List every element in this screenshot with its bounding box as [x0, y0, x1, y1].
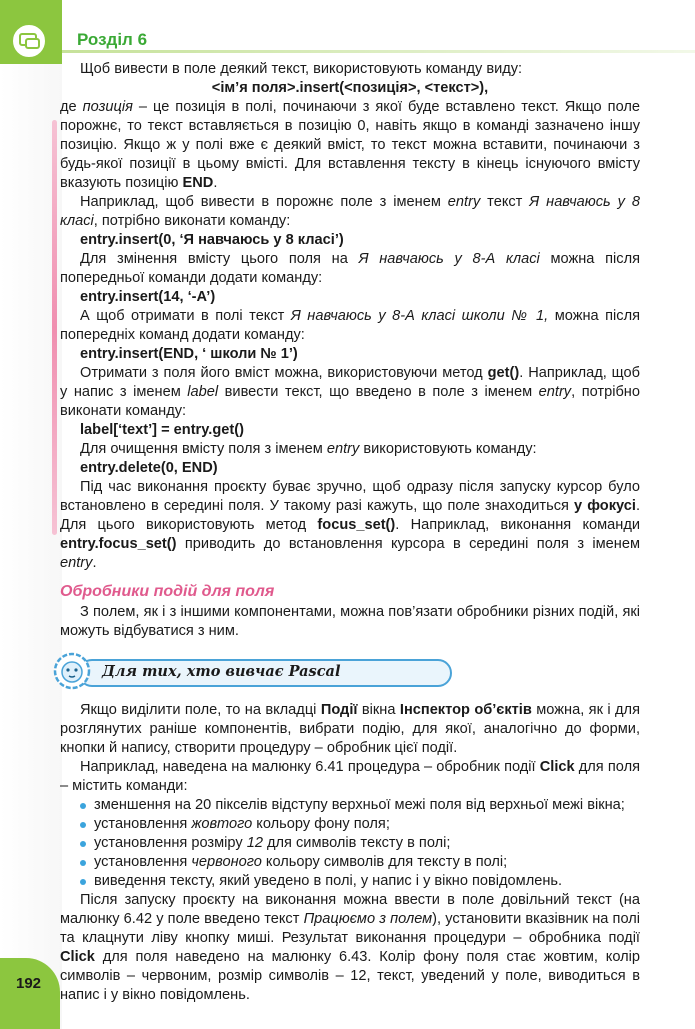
page-content [60, 60, 640, 1005]
section-heading: Обробники подій для поля [60, 583, 275, 600]
list-item: виведення тексту, який уведено в полі, у напис і у вікно повідомлень. [80, 872, 640, 891]
paragraph: Якщо виділити поле, то на вкладці Події вікна Інспектор об’єктів можна, як і для розглянутих раніше компонентів, вибрати подію, для якої, аналогічно до форми, кнопки й напису, створити процедуру – обробник цієї події. [60, 702, 640, 756]
paragraph: Щоб вивести в поле деякий текст, використовують команду виду: [80, 61, 523, 77]
command-list [60, 796, 640, 891]
paragraph: Отримати з поля його вміст можна, використовуючи метод get(). Наприклад, щоб у напис з іменем label вивести текст, що введено в поле з іменем entry, потрібно виконати команду: [60, 365, 640, 419]
paragraph: Наприклад, наведена на малюнку 6.41 процедура – обробник події Click для поля – містить команди: [60, 759, 640, 794]
lion-mascot-icon [52, 651, 92, 697]
paragraph: Після запуску проєкту на виконання можна ввести в поле довільний текст (на малюнку 6.42 у поле введено текст Працюємо з полем), установити вказівник на полі та клацнути ліву кнопку миші. Результат виконання процедури – обробника події Click для поля наведено на малюнку 6.43. Колір фону поля стає жовтим, колір символів – червоним, розмір символів – 12, текст, уведений у поле, виводиться в напис і у вікно повідомлень. [60, 892, 641, 1003]
pascal-callout [54, 653, 640, 689]
page-header [0, 0, 695, 64]
paragraph: З полем, як і з іншими компонентами, можна пов’язати обробники різних подій, які можуть відбуватися з ним. [60, 604, 640, 639]
syntax-line: <ім’я поля>.insert(<позиція>, <текст>), [211, 80, 489, 96]
paragraph: Для змінення вмісту цього поля на Я навчаюсь у 8-А класі можна після попередньої команди додати команду: [60, 251, 640, 286]
paragraph: де позиція – це позиція в полі, починаючи з якої буде вставлено текст. Якщо поле порожнє, то текст вставляється в позицію 0, навіть якщо в команді зазначено іншу позицію. Якщо ж у полі вже є деякий вміст, то текст можна вставити, починаючи з будь-якої позиції в цьому вмісті. Для вставлення тексту в кінець існуючого вмісту вказують позицію END. [60, 99, 640, 191]
list-item: установлення жовтого кольору фону поля; [80, 815, 640, 834]
paragraph: А щоб отримати в полі текст Я навчаюсь у 8-А класі школи № 1, можна після попередніх команд додати команду: [60, 308, 640, 343]
chapter-monitor-icon [10, 22, 48, 60]
code-line: entry.insert(14, ‘-А’) [80, 289, 216, 305]
code-line: entry.insert(0, ‘Я навчаюсь у 8 класі’) [80, 232, 344, 248]
chapter-title: Розділ 6 [77, 30, 148, 49]
paragraph: Під час виконання проєкту буває зручно, щоб одразу після запуску курсор було встановлено в середині поля. У такому разі кажуть, що поле знаходиться у фокусі. Для цього використовують метод focus_set(). Наприклад, виконання команди entry.focus_set() приводить до встановлення курсора в середині поля з іменем entry. [60, 479, 641, 571]
code-line: entry.delete(0, END) [80, 460, 218, 476]
page-number: 192 [16, 975, 42, 992]
pascal-callout-title: Для тих, хто вивчає Pascal [102, 663, 341, 680]
header-divider [62, 50, 695, 53]
page-number-tab [0, 958, 60, 1029]
code-line: label[‘text’] = entry.get() [80, 422, 244, 438]
code-line: entry.insert(END, ‘ школи № 1’) [80, 346, 298, 362]
list-item: зменшення на 20 пікселів відступу верхньої межі поля від верхньої межі вікна; [80, 796, 640, 815]
list-item: установлення червоного кольору символів для тексту в полі; [80, 853, 640, 872]
paragraph: Для очищення вмісту поля з іменем entry використовують команду: [80, 441, 537, 457]
margin-accent-bar [52, 120, 57, 535]
paragraph: Наприклад, щоб вивести в порожнє поле з іменем entry текст Я навчаюсь у 8 класі, потрібно виконати команду: [60, 194, 640, 229]
list-item: установлення розміру 12 для символів тексту в полі; [80, 834, 640, 853]
